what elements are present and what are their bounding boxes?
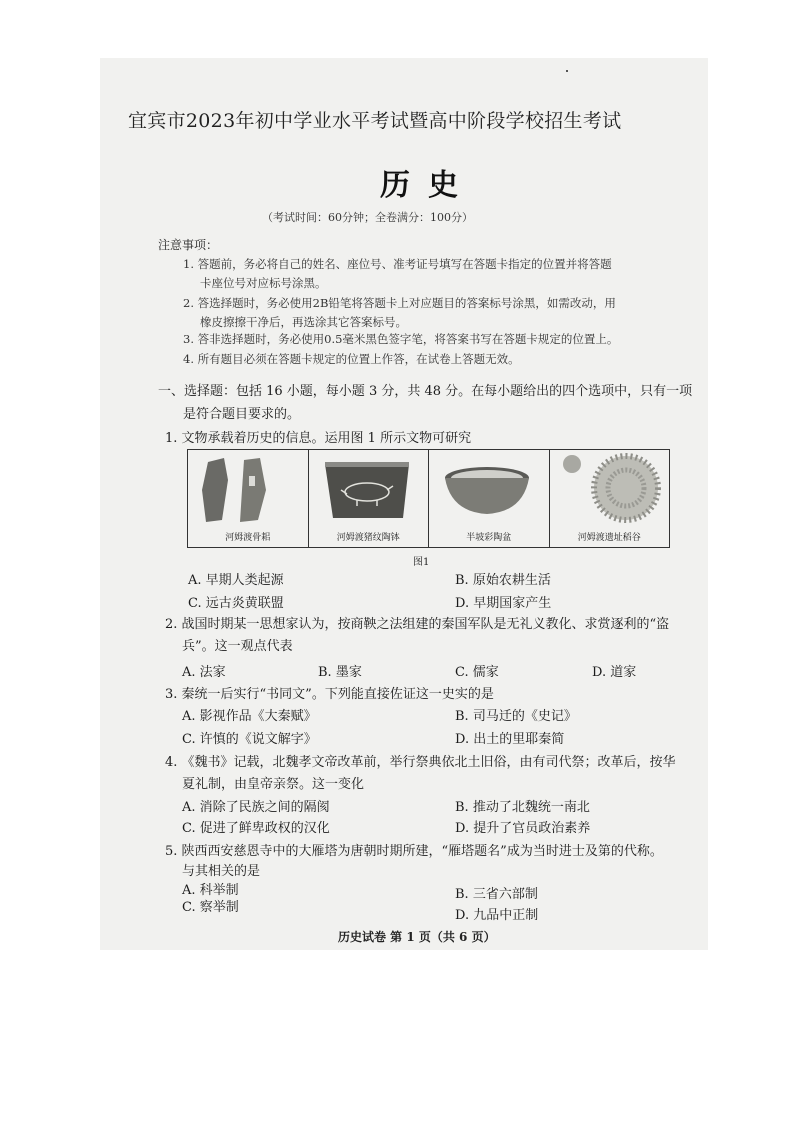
q1-option-b: B. 原始农耕生活 — [455, 573, 551, 588]
figure-caption: 半坡彩陶盆 — [466, 533, 512, 543]
figure-caption: 河姆渡遗址稻谷 — [577, 533, 641, 543]
question-4: 4. 《魏书》记载，北魏孝文帝改革前，举行祭典依北土旧俗，由有司代祭；改革后，按华 — [165, 755, 676, 770]
page-footer: 历史试卷 第 1 页（共 6 页） — [338, 930, 496, 944]
question-3: 3. 秦统一后实行“书同文”。下列能直接佐证这一史实的是 — [165, 687, 494, 702]
section-heading-cont: 是符合题目要求的。 — [183, 407, 301, 422]
figure-1-table — [187, 449, 670, 548]
q5-option-d: D. 九品中正制 — [455, 908, 539, 923]
q1-option-c: C. 远古炎黄联盟 — [188, 596, 284, 611]
question-4-cont: 夏礼制，由皇帝亲祭。这一变化 — [182, 777, 365, 792]
subject-title: 历史 — [380, 168, 476, 203]
notice-line: 卡座位号对应标号涂黑。 — [200, 276, 327, 290]
notice-line: 3. 答非选择题时，务必使用0.5毫米黑色签字笔，将答案书写在答题卡规定的位置上。 — [183, 332, 619, 346]
q3-option-d: D. 出土的里耶秦简 — [455, 732, 565, 747]
rice-grains-image — [550, 450, 668, 530]
pig-bowl-image — [309, 450, 427, 530]
q4-option-d: D. 提升了官员政治素养 — [455, 821, 591, 836]
question-2-cont: 兵”。这一观点代表 — [182, 639, 293, 654]
figure-cell-bone-spade — [188, 450, 309, 547]
q5-option-a: A. 科举制 — [182, 883, 239, 898]
notice-heading: 注意事项： — [158, 238, 219, 252]
q2-option-b: B. 墨家 — [318, 665, 362, 680]
notice-line: 2. 答选择题时，务必使用2B铅笔将答题卡上对应题目的答案标号涂黑，如需改动，用 — [183, 296, 616, 310]
notice-line: 橡皮擦擦干净后，再选涂其它答案标号。 — [200, 315, 407, 329]
section-heading: 一、选择题：包括 16 小题，每小题 3 分，共 48 分。在每小题给出的四个选项中，只有一项 — [158, 384, 693, 399]
figure-cell-rice-grains — [550, 450, 670, 547]
q5-option-c: C. 察举制 — [182, 900, 239, 915]
speck — [566, 70, 568, 72]
notice-line: 4. 所有题目必须在答题卡规定的位置上作答，在试卷上答题无效。 — [183, 352, 520, 366]
figure-label: 图1 — [413, 557, 430, 568]
figure-caption: 河姆渡猪纹陶钵 — [336, 533, 400, 543]
figure-caption: 河姆渡骨耜 — [225, 533, 271, 543]
q2-option-d: D. 道家 — [592, 665, 637, 680]
q1-option-d: D. 早期国家产生 — [455, 596, 552, 611]
exam-meta: （考试时间：60分钟；全卷满分：100分） — [262, 211, 473, 224]
q3-option-b: B. 司马迁的《史记》 — [455, 709, 577, 724]
q4-option-a: A. 消除了民族之间的隔阂 — [182, 800, 330, 815]
bone-spade-image — [188, 450, 306, 530]
figure-cell-pig-bowl — [309, 450, 430, 547]
exam-title: 宜宾市2023年初中学业水平考试暨高中阶段学校招生考试 — [128, 110, 622, 132]
notice-line: 1. 答题前，务必将自己的姓名、座位号、准考证号填写在答题卡指定的位置并将答题 — [183, 257, 612, 271]
question-2: 2. 战国时期某一思想家认为，按商鞅之法组建的秦国军队是无礼义教化、求赏逐利的“盗 — [165, 617, 670, 632]
q3-option-a: A. 影视作品《大秦赋》 — [182, 709, 317, 724]
q2-option-c: C. 儒家 — [455, 665, 499, 680]
q3-option-c: C. 许慎的《说文解字》 — [182, 732, 317, 747]
question-1: 1. 文物承载着历史的信息。运用图 1 所示文物可研究 — [165, 431, 472, 446]
question-5: 5. 陕西西安慈恩寺中的大雁塔为唐朝时期所建，“雁塔题名”成为当时进士及第的代称。 — [165, 844, 663, 859]
q2-option-a: A. 法家 — [182, 665, 226, 680]
q4-option-b: B. 推动了北魏统一南北 — [455, 800, 590, 815]
figure-cell-painted-basin — [429, 450, 550, 547]
painted-basin-image — [429, 450, 547, 530]
q4-option-c: C. 促进了鲜卑政权的汉化 — [182, 821, 330, 836]
q1-option-a: A. 早期人类起源 — [188, 573, 284, 588]
question-5-cont: 与其相关的是 — [182, 864, 261, 879]
q5-option-b: B. 三省六部制 — [455, 887, 538, 902]
